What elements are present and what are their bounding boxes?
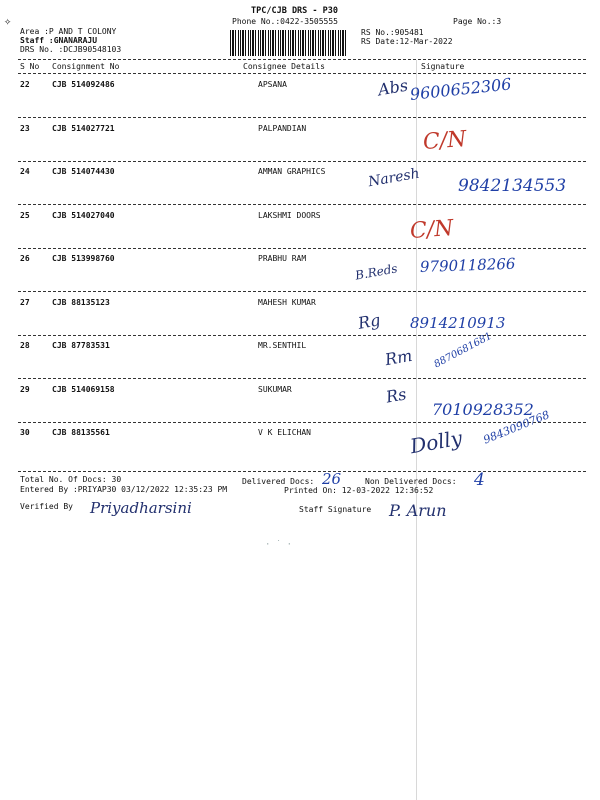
row-handwritten-note: 9842134553 (458, 176, 567, 196)
row-consignment-number: CJB 88135123 (52, 297, 110, 307)
printed-on: Printed On: 12-03-2022 12:36:52 (284, 486, 434, 495)
column-consignment: Consignment No (52, 62, 120, 71)
column-divider (18, 73, 586, 74)
non-delivered-docs-label: Non Delivered Docs: (365, 477, 457, 486)
header-divider (18, 59, 586, 60)
row-handwritten-note: 9600652306 (409, 74, 513, 104)
row-handwritten-note: C/N (422, 126, 468, 155)
non-delivered-docs-value: 4 (474, 470, 485, 490)
footer-divider (18, 471, 586, 472)
page-number: Page No.:3 (453, 17, 502, 26)
row-consignment-number: CJB 513998760 (52, 254, 115, 263)
row-consignment-number: CJB 88135561 (52, 428, 110, 437)
scan-mark: ✧ (4, 14, 12, 28)
row-consignment-number: CJB 514074430 (52, 167, 115, 176)
rs-date: RS Date:12-Mar-2022 (361, 37, 453, 46)
row-consignee-name: PRABHU RAM (258, 254, 307, 263)
scan-specks: · ˙ · (265, 540, 293, 550)
row-handwritten-note: 8870681681 (432, 330, 494, 371)
row-consignee-name: SUKUMAR (258, 384, 292, 394)
row-handwritten-note: 8914210913 (410, 314, 506, 332)
row-divider (18, 204, 586, 205)
barcode (230, 30, 348, 56)
row-handwritten-note: 7010928352 (432, 400, 534, 419)
drs-number: DRS No. :DCJB90548103 (20, 45, 122, 54)
verified-signature: Priyadharsini (90, 499, 192, 517)
row-serial-number: 29 (20, 384, 30, 394)
rs-number: RS No.:905481 (361, 28, 424, 37)
row-signature: B.Reds (354, 261, 399, 283)
row-serial-number: 28 (20, 341, 30, 350)
row-consignee-name: APSANA (258, 80, 287, 89)
row-handwritten-note: C/N (409, 215, 455, 244)
row-divider (18, 248, 586, 249)
row-consignment-number: CJB 87783531 (52, 341, 110, 350)
phone-number: Phone No.:0422-3505555 (232, 17, 338, 26)
row-consignment-number: CJB 514092486 (52, 80, 115, 89)
row-divider (18, 117, 586, 118)
column-signature: Signature (421, 62, 465, 71)
staff-signature: P. Arun (389, 501, 447, 520)
column-sno: S No (20, 62, 40, 71)
row-divider (18, 161, 586, 162)
row-signature: Naresh (367, 165, 421, 191)
row-consignee-name: V K ELICHAN (258, 428, 311, 437)
row-serial-number: 25 (20, 210, 30, 220)
staff-signature-label: Staff Signature (299, 505, 372, 514)
total-docs: Total No. Of Docs: 30 (20, 475, 122, 484)
row-serial-number: 30 (20, 428, 30, 437)
row-consignee-name: AMMAN GRAPHICS (258, 167, 326, 176)
verified-by-label: Verified By (20, 502, 73, 511)
row-serial-number: 23 (20, 123, 30, 133)
row-signature: Rm (383, 345, 414, 370)
row-consignment-number: CJB 514069158 (52, 384, 115, 394)
row-divider (18, 422, 586, 423)
row-signature: Abs (376, 75, 410, 100)
row-handwritten-note: 9843090768 (481, 408, 552, 447)
row-signature: Rg (356, 310, 382, 333)
area-label: Area :P AND T COLONY (20, 27, 117, 36)
row-consignee-name: PALPANDIAN (258, 123, 307, 133)
row-divider (18, 378, 586, 379)
row-serial-number: 22 (20, 80, 30, 89)
row-serial-number: 27 (20, 297, 30, 307)
document-title: TPC/CJB DRS - P30 (251, 6, 338, 16)
row-consignee-name: LAKSHMI DOORS (258, 210, 321, 220)
row-handwritten-note: 9790118266 (419, 254, 516, 276)
row-signature: Dolly (408, 425, 464, 459)
entered-by: Entered By :PRIYAP30 03/12/2022 12:35:23 PM (20, 485, 228, 494)
row-consignee-name: MR.SENTHIL (258, 341, 307, 350)
delivered-docs-label: Delivered Docs: (242, 477, 315, 486)
row-consignment-number: CJB 514027040 (52, 210, 115, 220)
row-divider (18, 335, 586, 336)
row-divider (18, 291, 586, 292)
row-serial-number: 24 (20, 167, 30, 176)
row-consignment-number: CJB 514027721 (52, 123, 115, 133)
row-serial-number: 26 (20, 254, 30, 263)
delivered-docs-value: 26 (322, 470, 342, 488)
row-signature: Rs (384, 384, 408, 407)
staff-label: Staff :GNANARAJU (20, 36, 98, 45)
column-consignee: Consignee Details (243, 62, 325, 71)
row-consignee-name: MAHESH KUMAR (258, 297, 316, 307)
